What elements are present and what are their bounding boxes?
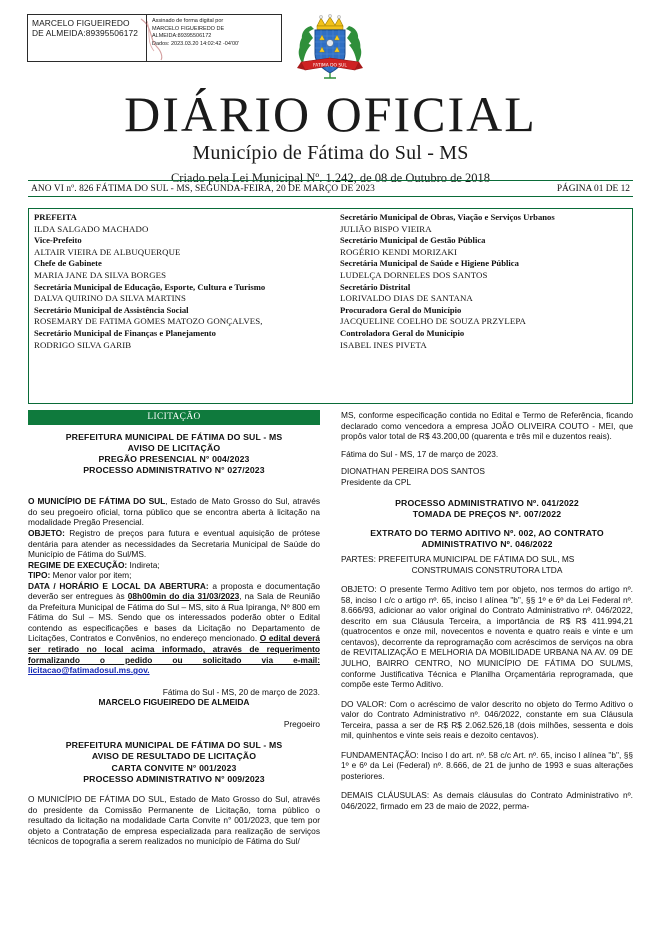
objeto-label: OBJETO: xyxy=(28,527,65,538)
notice1-objeto xyxy=(28,528,320,560)
issue-page-number: PÁGINA 01 DE 12 xyxy=(556,183,630,194)
notice2-heading-line1: PREFEITURA MUNICIPAL DE FÁTIMA DO SUL - MS xyxy=(65,740,283,751)
page-title: DIÁRIO OFICIAL xyxy=(124,86,537,142)
official-name: LORIVALDO DIAS DE SANTANA xyxy=(340,293,473,304)
notice2-signer: DIONATHAN PEREIRA DOS SANTOS xyxy=(341,466,485,477)
column-left xyxy=(28,410,320,930)
notice2-place-date: Fátima do Sul - MS, 17 de março de 2023. xyxy=(341,448,499,459)
extrato-do-valor: DO VALOR: Com o acréscimo de valor descrito no objeto do Termo Aditivo o valor do Contrato Administrativo nº. 046/2022, constante em sua Cláusula Terceira, passa a ser de R$ R$ 2.062.526,18 (dois milhões, sessenta e dois mil, quinhentos e vinte seis reais e dezoito centavos). xyxy=(341,698,633,741)
notice1-regime xyxy=(28,560,320,571)
official-name: JULIÃO BISPO VIEIRA xyxy=(340,223,432,234)
official-name: ILDA SALGADO MACHADO xyxy=(34,223,149,234)
official-name: RODRIGO SILVA GARIB xyxy=(34,339,132,350)
extrato-objeto: OBJETO: O presente Termo Aditivo tem por objeto, nos termos do artigo nº. 58, inciso I c/c o artigo nº. 65, inciso I alínea "b", §§ 1º e 6º da Lei Federal nº. 8.666/93, adicionar ao valor original do Contrato Administrativo nº. 046/2022, descrito em sua Cláusula Terceira, a importância de R$ R$ 411.994,21 (quatrocentos e onze mil, novecentos e noventa e quatro reais e vinte e um centavos), decorrente da reprogramação com acréscimos de serviços na obra de REVITALIZAÇÃO E MELHORIA DA MOBILIDADE URBANA NA AV. 09 DE JULHO, BAIRRO CENTRO, NO MUNICÍPIO DE FÁTIMA DO SUL/MS, conforme Justificativa Técnica e Planilha Orçamentária reprogramada, que compõe este Termo Aditivo. xyxy=(341,584,633,690)
official-role: Secretário Municipal de Assistência Social xyxy=(34,304,189,315)
official-role: Secretária Municipal de Educação, Esporte, Cultura e Turismo xyxy=(34,281,266,292)
official-name: ISABEL INES PIVETA xyxy=(340,339,427,350)
notice2-continuation: MS, conforme especificação contida no Edital e Termo de Referência, ficando declarado como vencedora a empresa JOÃO OLIVEIRA COUTO - MEI, que propôs valor total de R$ 43.200,00 (quarenta e três mil e duzentos reais). xyxy=(341,410,633,442)
notice1-heading-line3: PREGÃO PRESENCIAL N° 004/2023 xyxy=(98,453,250,464)
notice2-heading-line2: AVISO DE RESULTADO DE LICITAÇÃO xyxy=(91,751,257,762)
extrato-processo-line1: PROCESSO ADMINISTRATIVO Nº. 041/2022 xyxy=(395,498,579,509)
email-link[interactable]: licitacao@fatimadosul.ms.gov. xyxy=(28,665,150,676)
extrato-partes-line2: CONSTRUMAIS CONSTRUTORA LTDA xyxy=(411,564,563,575)
official-role: Vice-Prefeito xyxy=(34,235,82,246)
spacer xyxy=(28,729,320,740)
spacer xyxy=(28,476,320,487)
official-role: Procuradora Geral do Município xyxy=(340,304,462,315)
regime-text: Indireta; xyxy=(127,559,160,570)
notice2-heading xyxy=(28,740,320,785)
official-name: ROGÉRIO KENDI MORIZAKI xyxy=(340,246,458,257)
notice1-intro-paragraph xyxy=(28,496,320,528)
spacer xyxy=(28,676,320,687)
notice2-heading-line3: CARTA CONVITE N° 001/2023 xyxy=(111,762,237,773)
extrato-heading-aditivo xyxy=(341,528,633,550)
masthead xyxy=(0,88,661,186)
spacer xyxy=(28,708,320,719)
official-role: PREFEITA xyxy=(34,212,77,222)
spacer xyxy=(341,459,633,466)
extrato-processo-line2: TOMADA DE PREÇOS Nº. 007/2022 xyxy=(412,509,562,520)
data-hour-highlight: 08h00min do dia 31/03/2023 xyxy=(127,591,240,602)
signature-line-1: Assinado de forma digital por xyxy=(152,18,224,24)
official-role: Secretária Municipal de Saúde e Higiene Pública xyxy=(340,258,519,269)
notice1-place-date: Fátima do Sul - MS, 20 de março de 2023. xyxy=(162,686,320,697)
column-right xyxy=(341,410,633,930)
official-role: Chefe de Gabinete xyxy=(34,258,102,269)
signature-details xyxy=(147,15,281,61)
notice1-signer-role: Pregoeiro xyxy=(283,718,320,729)
regime-label: REGIME DE EXECUÇÃO: xyxy=(28,559,128,570)
official-role: Controladora Geral do Município xyxy=(340,327,465,338)
official-name: ALTAIR VIEIRA DE ALBUQUERQUE xyxy=(34,246,181,257)
objeto-text: Registro de preços para futura e eventual aquisição de prótese dentária para atender as necessidades da Secretaria Municipal de Saúde do Município de Fátima do Sul/MS. xyxy=(28,527,320,560)
official-role: Secretário Municipal de Gestão Pública xyxy=(340,235,486,246)
notice2-heading-line4: PROCESSO ADMINISTRATIVO N° 009/2023 xyxy=(83,773,265,784)
edital-instruction: O edital deverá ser retirado no local acima informado, através de requerimento formalizando o pedido ou solicitado via e-mail: xyxy=(28,633,320,665)
extrato-partes-line1: PARTES: PREFEITURA MUNICIPAL DE FÁTIMA DO SUL, MS xyxy=(341,554,575,565)
notice1-signer: MARCELO FIGUEIREDO DE ALMEIDA xyxy=(98,697,250,708)
data-text1: a proposta e documentação deverão ser entregues às xyxy=(28,580,320,602)
extrato-fundamentacao: FUNDAMENTAÇÃO: Inciso I do art. nº. 58 c/c Art. nº. 65, inciso I alínea "b", §§ 1º e 6º da Lei (Federal) nº. 8.666, de 21 de junho de 1993 e suas alterações posteriores. xyxy=(341,749,633,781)
spacer xyxy=(341,487,633,498)
notice1-heading xyxy=(28,432,320,477)
content-columns xyxy=(28,410,633,930)
data-label: DATA / HORÁRIO E LOCAL DA ABERTURA: xyxy=(28,580,209,591)
official-name: JACQUELINE COELHO DE SOUZA PRZYLEPA xyxy=(340,316,526,327)
data-text2: , na Sala de Reunião da Prefeitura Municipal de Fátima do Sul – MS, sito á Rua Ipiranga, Nº 800 em Fátima do Sul – MS. Sendo que os interessados poderão obter o Edital contendo as especificações e bases da Licitação no Departamento de Licitações, Contratos e Convênios, no endereço mencionado. xyxy=(28,591,320,644)
tipo-label: TIPO: xyxy=(28,570,51,581)
issue-info-left: ANO VI nº. 826 FÁTIMA DO SUL - MS, SEGUNDA-FEIRA, 20 DE MARÇO DE 2023 xyxy=(31,183,375,194)
officials-column-right xyxy=(331,212,628,400)
notice1-heading-line1: PREFEITURA MUNICIPAL DE FÁTIMA DO SUL - MS xyxy=(65,431,283,442)
official-name: LUDELÇA DORNELES DOS SANTOS xyxy=(340,269,488,280)
official-role: Secretário Municipal de Obras, Viação e Serviços Urbanos xyxy=(340,212,555,222)
notice2-body: O MUNICÍPIO DE FÁTIMA DO SUL, Estado de Mato Grosso do Sul, através do presidente da Comissão Permanente de Licitação, torna público o resultado da licitação na modalidade Carta Convite n° 001/2023, que tem por objeto a Contratação de empresa especializada para realização de serviços técnicos de topografia a serem realizados no município de Fátima do Sul/ xyxy=(28,794,320,847)
notice1-heading-line2: AVISO DE LICITAÇÃO xyxy=(127,442,221,453)
official-name: DALVA QUIRINO DA SILVA MARTINS xyxy=(34,293,187,304)
notice1-data-abertura xyxy=(28,581,320,676)
signature-line-4: Dados: 2023.03.20 14:02:42 -04'00' xyxy=(152,40,240,47)
digital-signature-stamp xyxy=(27,14,282,62)
official-role: Secretário Municipal de Finanças e Planejamento xyxy=(34,327,216,338)
official-name: MARIA JANE DA SILVA BORGES xyxy=(34,269,167,280)
notice1-intro-bold: O MUNICÍPIO DE FÁTIMA DO SUL xyxy=(28,496,166,507)
extrato-demais-clausulas: DEMAIS CLÁUSULAS: As demais cláusulas do Contrato Administrativo nº. 046/2022, firmado em 23 de maio de 2022, perma- xyxy=(341,790,633,812)
notice1-heading-line4: PROCESSO ADMINISTRATIVO N° 027/2023 xyxy=(83,465,265,476)
extrato-aditivo-line2: ADMINISTRATIVO Nº. 046/2022 xyxy=(421,538,553,549)
masthead-law-line: Criado pela Lei Municipal Nº. 1.242, de 08 de Outubro de 2018 xyxy=(170,171,491,185)
signature-line-2: MARCELO FIGUEIREDO DE xyxy=(152,25,225,32)
coat-of-arms-icon xyxy=(291,12,369,84)
officials-box xyxy=(28,208,633,404)
notice2-signer-role: Presidente da CPL xyxy=(341,476,412,487)
official-role: Secretário Distrital xyxy=(340,281,411,292)
spacer xyxy=(341,521,633,528)
official-name: ROSEMARY DE FATIMA GOMES MATOZO GONÇALVES, xyxy=(34,316,263,327)
extrato-aditivo-line1: EXTRATO DO TERMO ADITIVO Nº. 002, AO CONTRATO xyxy=(370,527,604,538)
tipo-text: Menor valor por item; xyxy=(50,570,132,581)
signature-signer-name: MARCELO FIGUEIREDO DE ALMEIDA:89395506172 xyxy=(32,18,139,39)
officials-column-left xyxy=(34,212,331,400)
issue-info-bar xyxy=(28,180,633,197)
extrato-heading-processo xyxy=(341,498,633,520)
signature-line-3: ALMEIDA:89395506172 xyxy=(152,33,212,40)
section-banner-licitacao: LICITAÇÃO xyxy=(28,410,320,425)
notice1-tipo xyxy=(28,570,320,581)
emblem-ribbon-text: FATIMA DO SUL xyxy=(313,63,347,69)
spacer xyxy=(341,442,633,449)
masthead-subtitle: Município de Fátima do Sul - MS xyxy=(192,142,469,164)
notice1-intro-rest: , Estado de Mato Grosso do Sul, através do seu pregoeiro oficial, torna público que se encontra aberta à licitação na modalidade Pregão Presencial. xyxy=(28,496,320,528)
